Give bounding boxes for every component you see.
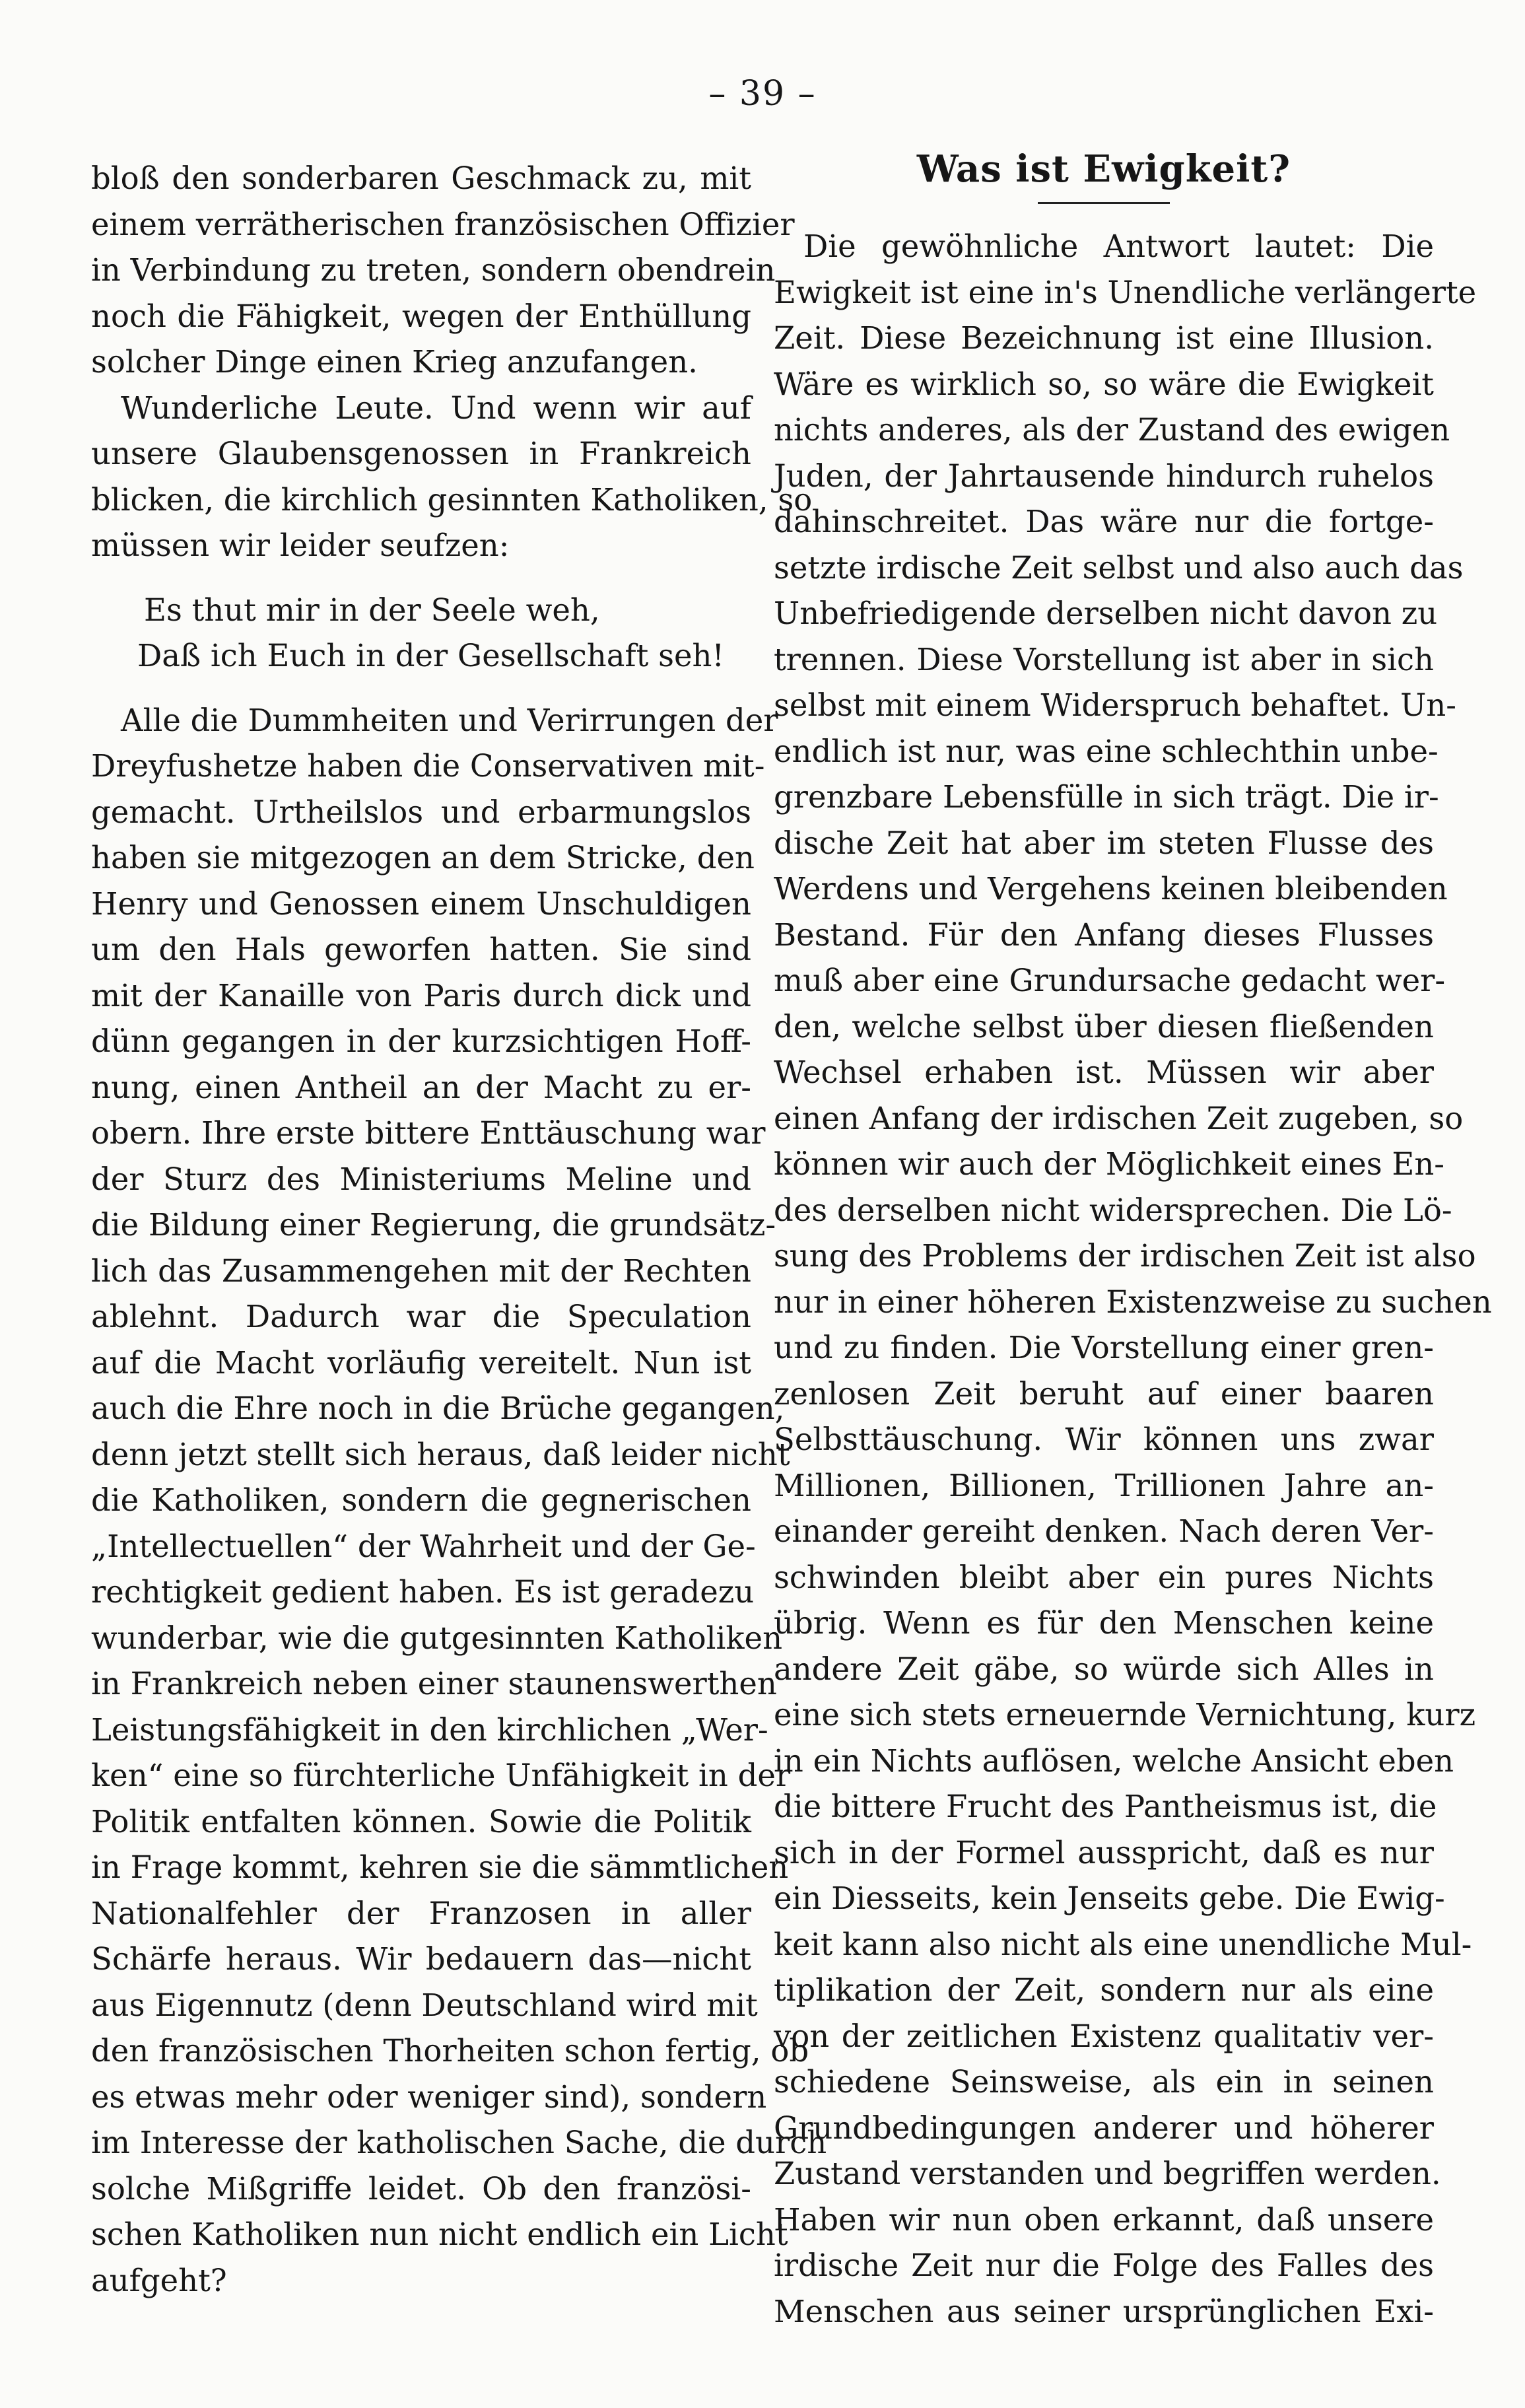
text-line: Ewigkeit ist eine in's Unendliche verlängerte — [774, 274, 1477, 310]
text-line: Wäre es wirklich so, so wäre die Ewigkeit — [774, 366, 1434, 402]
text-line: schwinden bleibt aber ein pures Nichts — [774, 1559, 1434, 1595]
text-line: die Katholiken, sondern die gegnerischen — [91, 1482, 751, 1518]
text-line: die Bildung einer Regierung, die grundsätz- — [91, 1207, 776, 1243]
text-line: den französischen Thorheiten schon fertig, ob — [91, 2033, 809, 2069]
text-line: dahinschreitet. Das wäre nur die fortge- — [774, 504, 1434, 539]
verse-quote — [91, 588, 751, 679]
article-heading: Was ist Ewigkeit? — [916, 147, 1291, 191]
text-line: nur in einer höheren Existenzweise zu suchen — [774, 1284, 1492, 1320]
text-line: sich in der Formel ausspricht, daß es nur — [774, 1834, 1434, 1871]
text-line: Selbsttäuschung. Wir können uns zwar — [774, 1422, 1434, 1457]
paragraph-2 — [91, 386, 813, 569]
text-line: trennen. Diese Vorstellung ist aber in sich — [774, 641, 1434, 677]
text-line: in Frankreich neben einer staunenswerthen — [91, 1666, 777, 1702]
text-line: den, welche selbst über diesen fließenden — [774, 1008, 1434, 1045]
text-line: Nationalfehler der Franzosen in aller — [91, 1895, 751, 1931]
text-line: Juden, der Jahrtausende hindurch ruhelos — [774, 458, 1434, 494]
text-line: Politik entfalten können. Sowie die Politik — [91, 1803, 751, 1840]
text-line: im Interesse der katholischen Sache, die durch — [91, 2125, 827, 2160]
left-column — [91, 156, 827, 2304]
text-line: dünn gegangen in der kurzsichtigen Hoff- — [91, 1023, 751, 1059]
text-line: endlich ist nur, was eine schlechthin unbe- — [774, 733, 1439, 769]
text-line: Wechsel erhaben ist. Müssen wir aber — [774, 1054, 1434, 1090]
text-line: Henry und Genossen einem Unschuldigen — [91, 885, 751, 922]
text-line: eine sich stets erneuernde Vernichtung, kurz — [774, 1697, 1476, 1733]
text-line: einen Anfang der irdischen Zeit zugeben, so — [774, 1100, 1464, 1136]
paragraph-1 — [91, 156, 795, 386]
text-line: es etwas mehr oder weniger sind), sondern — [91, 2079, 767, 2115]
text-line: aufgeht? — [91, 2262, 227, 2298]
text-line: Zeit. Diese Bezeichnung ist eine Illusion. — [774, 320, 1434, 356]
text-line: denn jetzt stellt sich heraus, daß leider nicht — [91, 1436, 790, 1472]
text-line: in ein Nichts auflösen, welche Ansicht eben — [774, 1742, 1454, 1779]
text-line: müssen wir leider seufzen: — [91, 528, 510, 563]
paragraph-3 — [91, 698, 827, 2304]
text-line: einem verrätherischen französischen Offizier — [91, 206, 795, 242]
right-column — [774, 144, 1492, 2335]
text-line: von der zeitlichen Existenz qualitativ ver- — [774, 2018, 1434, 2054]
text-line: Haben wir nun oben erkannt, daß unsere — [774, 2201, 1434, 2238]
text-line: aus Eigennutz (denn Deutschland wird mit — [91, 1987, 758, 2023]
text-line: tiplikation der Zeit, sondern nur als eine — [774, 1972, 1434, 2008]
text-line: Leistungsfähigkeit in den kirchlichen „Wer- — [91, 1711, 768, 1748]
text-line: „Intellectuellen“ der Wahrheit und der Ge- — [91, 1528, 756, 1564]
text-line: unsere Glaubensgenossen in Frankreich — [91, 436, 751, 471]
text-line: Zustand verstanden und begriffen werden. — [774, 2156, 1441, 2191]
heading-divider — [1038, 202, 1170, 204]
text-line: nung, einen Antheil an der Macht zu er- — [91, 1069, 751, 1105]
text-line: übrig. Wenn es für den Menschen keine — [774, 1605, 1434, 1641]
text-line: sung des Problems der irdischen Zeit ist also — [774, 1238, 1476, 1274]
text-line: Millionen, Billionen, Trillionen Jahre an- — [774, 1467, 1434, 1503]
text-line: bloß den sonderbaren Geschmack zu, mit — [91, 160, 751, 196]
text-line: um den Hals geworfen hatten. Sie sind — [91, 932, 751, 967]
text-line: zenlosen Zeit beruht auf einer baaren — [774, 1375, 1434, 1412]
text-line: in Frage kommt, kehren sie die sämmtlichen — [91, 1849, 789, 1885]
text-line: haben sie mitgezogen an dem Stricke, den — [91, 840, 755, 876]
text-line: muß aber eine Grundursache gedacht wer- — [774, 963, 1446, 998]
text-line: mit der Kanaille von Paris durch dick und — [91, 977, 751, 1014]
article-body — [774, 224, 1492, 2335]
verse-line: Daß ich Euch in der Gesellschaft seh! — [137, 638, 725, 673]
text-line: Menschen aus seiner ursprünglichen Exi- — [774, 2293, 1434, 2329]
text-line: Bestand. Für den Anfang dieses Flusses — [774, 916, 1434, 953]
text-line: gemacht. Urtheilslos und erbarmungslos — [91, 794, 751, 830]
text-line: und zu finden. Die Vorstellung einer gren- — [774, 1330, 1434, 1365]
text-line: in Verbindung zu treten, sondern obendrein — [91, 252, 776, 288]
text-line: ablehnt. Dadurch war die Speculation — [91, 1299, 751, 1334]
text-line: setzte irdische Zeit selbst und also auch das — [774, 549, 1464, 586]
text-line: schiedene Seinsweise, als ein in seinen — [774, 2064, 1434, 2100]
text-line: solche Mißgriffe leidet. Ob den französi- — [91, 2170, 751, 2207]
text-line: Dreyfushetze haben die Conservativen mit- — [91, 748, 765, 784]
text-line: solcher Dinge einen Krieg anzufangen. — [91, 344, 698, 380]
page-number: – 39 – — [708, 74, 817, 114]
text-line: selbst mit einem Widerspruch behaftet. Un- — [774, 687, 1456, 723]
text-line: auf die Macht vorläufig vereitelt. Nun ist — [91, 1344, 751, 1381]
text-line: Die gewöhnliche Antwort lautet: Die — [803, 228, 1434, 264]
verse-line: Es thut mir in der Seele weh, — [144, 592, 600, 628]
text-line: Schärfe heraus. Wir bedauern das—nicht — [91, 1941, 751, 1977]
text-line: nichts anderes, als der Zustand des ewigen — [774, 412, 1450, 448]
text-line: blicken, die kirchlich gesinnten Katholiken, so — [91, 481, 813, 518]
text-line: Unbefriedigende derselben nicht davon zu — [774, 596, 1438, 631]
text-line: grenzbare Lebensfülle in sich trägt. Die ir- — [774, 779, 1439, 815]
text-line: Grundbedingungen anderer und höherer — [774, 2110, 1434, 2146]
text-line: des derselben nicht widersprechen. Die Lö- — [774, 1192, 1452, 1228]
text-line: Alle die Dummheiten und Verirrungen der — [121, 702, 778, 738]
text-line: Werdens und Vergehens keinen bleibenden — [774, 871, 1448, 907]
text-line: schen Katholiken nun nicht endlich ein Licht — [91, 2217, 788, 2252]
text-line: dische Zeit hat aber im steten Flusse des — [774, 825, 1434, 861]
text-line: wunderbar, wie die gutgesinnten Katholiken — [91, 1620, 783, 1656]
text-line: noch die Fähigkeit, wegen der Enthüllung — [91, 298, 751, 334]
text-line: irdische Zeit nur die Folge des Falles des — [774, 2248, 1434, 2283]
text-line: ken“ eine so fürchterliche Unfähigkeit in der — [91, 1758, 791, 1793]
text-line: rechtigkeit gedient haben. Es ist geradezu — [91, 1574, 755, 1610]
text-line: keit kann also nicht als eine unendliche Mul- — [774, 1926, 1472, 1962]
text-line: auch die Ehre noch in die Brüche gegangen, — [91, 1391, 785, 1426]
text-line: ein Diesseits, kein Jenseits gebe. Die Ewig- — [774, 1880, 1445, 1916]
text-line: einander gereiht denken. Nach deren Ver- — [774, 1513, 1434, 1549]
text-line: Wunderliche Leute. Und wenn wir auf — [121, 390, 751, 426]
text-line: die bittere Frucht des Pantheismus ist, die — [774, 1789, 1437, 1824]
text-line: können wir auch der Möglichkeit eines En- — [774, 1146, 1444, 1182]
text-line: lich das Zusammengehen mit der Rechten — [91, 1253, 751, 1289]
text-line: der Sturz des Ministeriums Meline und — [91, 1161, 751, 1197]
text-line: andere Zeit gäbe, so würde sich Alles in — [774, 1651, 1434, 1687]
text-line: obern. Ihre erste bittere Enttäuschung war — [91, 1115, 766, 1151]
